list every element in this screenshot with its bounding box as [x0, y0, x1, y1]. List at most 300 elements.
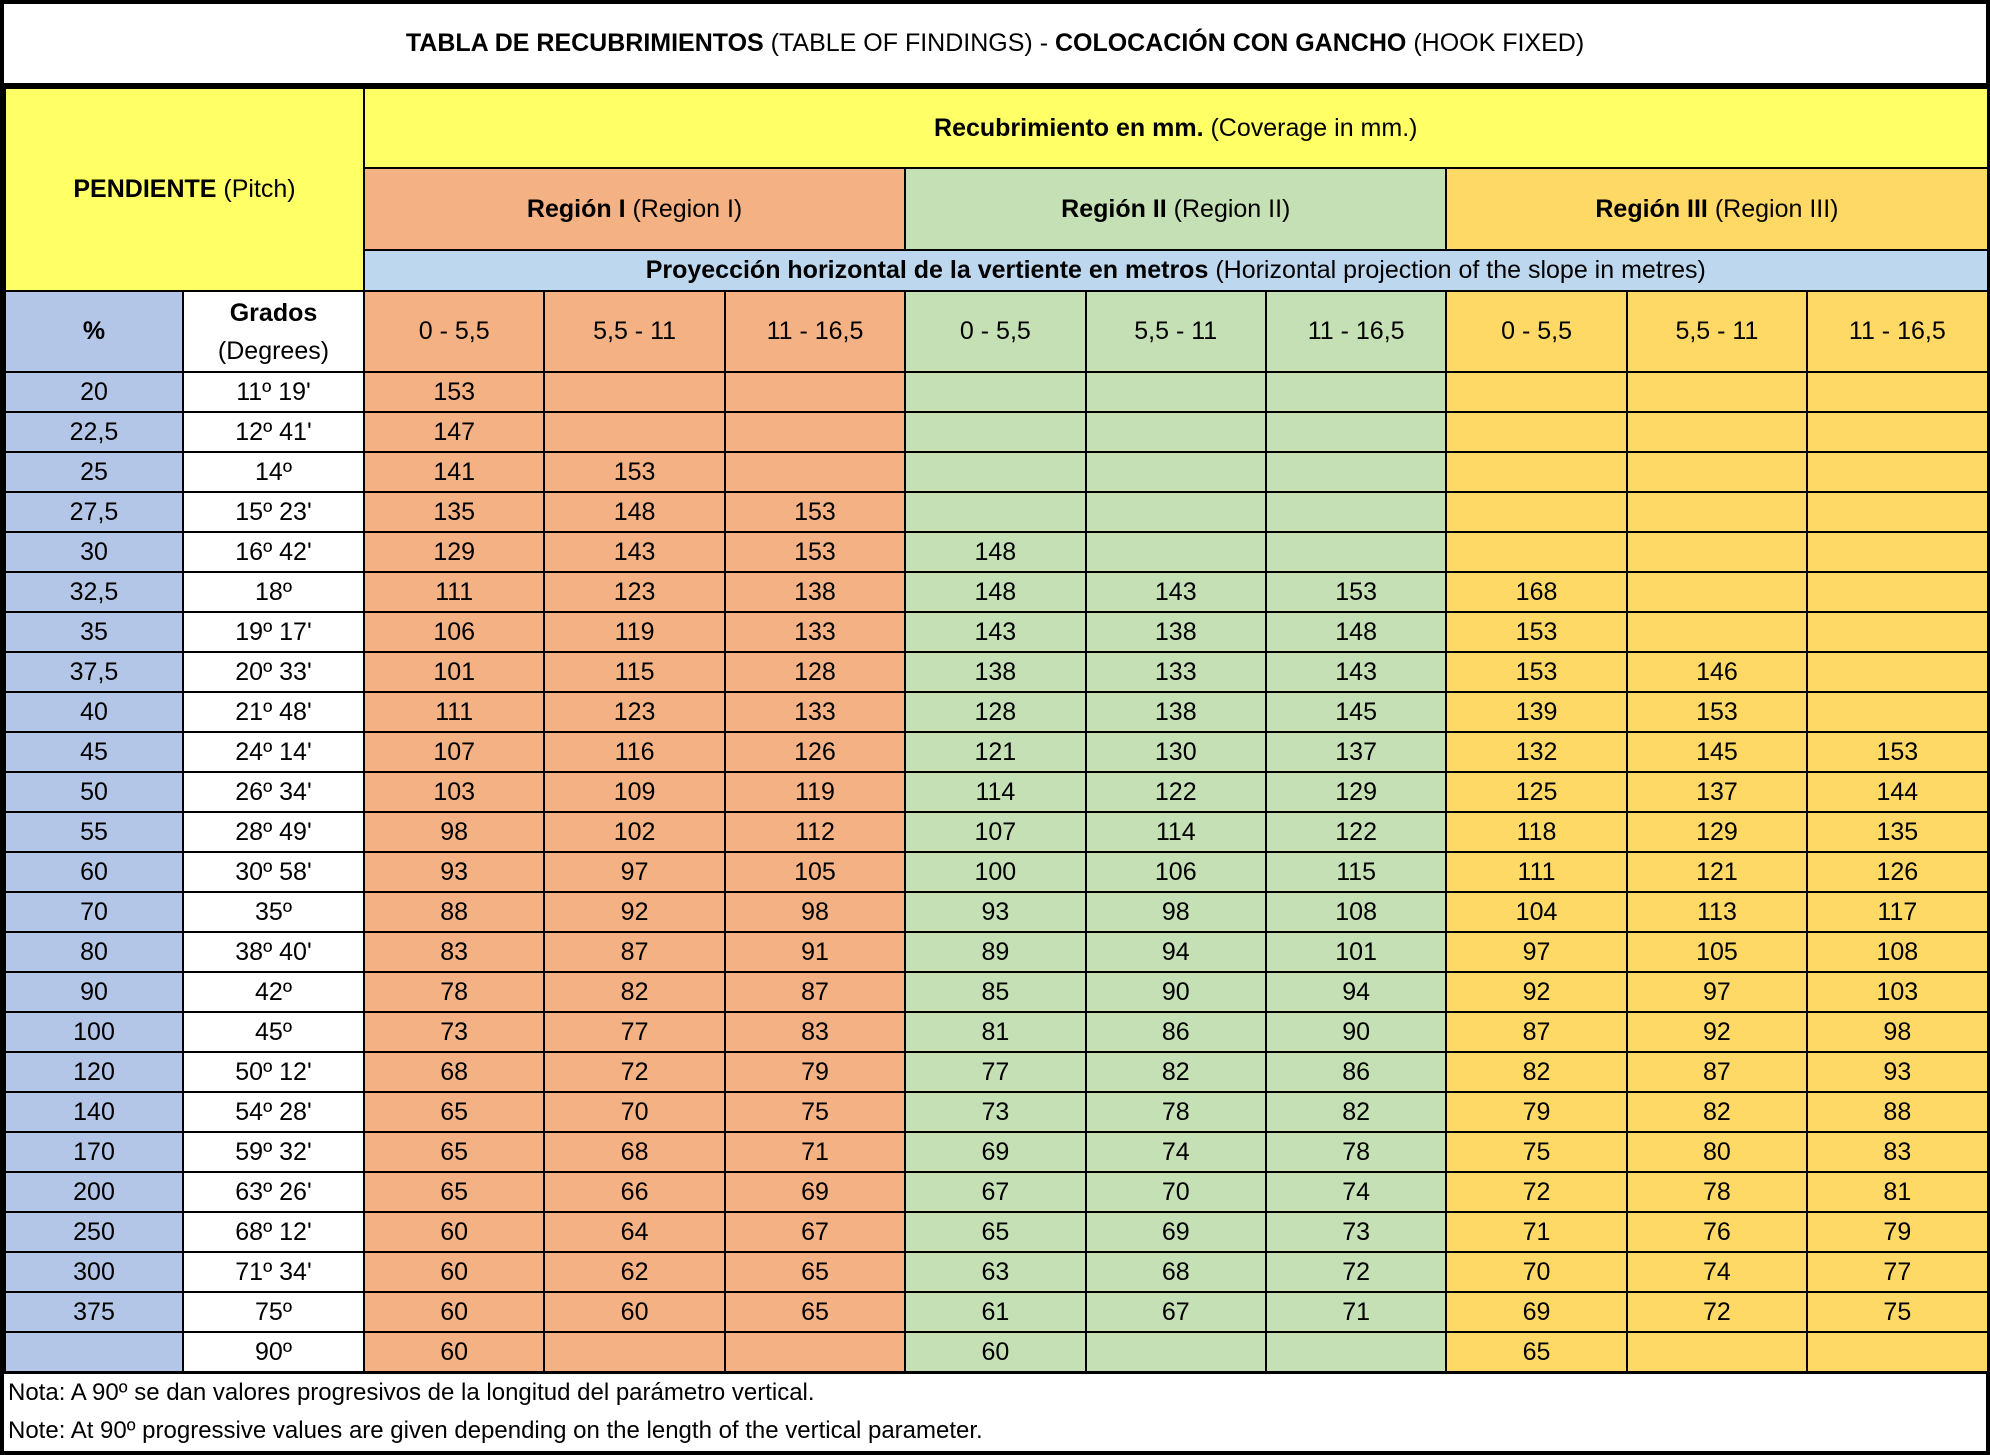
coverage-cell: 115 [1266, 852, 1446, 892]
coverage-cell [725, 412, 905, 452]
percent-cell: 200 [5, 1172, 183, 1212]
coverage-cell [1627, 372, 1807, 412]
coverage-cell: 98 [1086, 892, 1266, 932]
coverage-cell: 83 [725, 1012, 905, 1052]
coverage-cell [1807, 612, 1987, 652]
coverage-cell: 68 [364, 1052, 544, 1092]
range-header: 11 - 16,5 [1266, 291, 1446, 372]
projection-header [364, 250, 1988, 291]
degrees-cell: 68º 12' [183, 1212, 364, 1252]
coverage-cell [1807, 652, 1987, 692]
range-header: 11 - 16,5 [725, 291, 905, 372]
coverage-cell: 79 [1446, 1092, 1626, 1132]
coverage-cell: 88 [364, 892, 544, 932]
pitch-header [5, 88, 364, 291]
coverage-cell: 65 [905, 1212, 1085, 1252]
degrees-cell: 12º 41' [183, 412, 364, 452]
coverage-cell: 60 [544, 1292, 724, 1332]
coverage-cell: 101 [364, 652, 544, 692]
coverage-cell: 88 [1807, 1092, 1987, 1132]
coverage-cell [544, 412, 724, 452]
coverage-cell: 153 [1627, 692, 1807, 732]
coverage-cell: 122 [1086, 772, 1266, 812]
title-english: (TABLE OF FINDINGS) [770, 29, 1033, 57]
coverage-cell: 168 [1446, 572, 1626, 612]
coverage-cell: 77 [544, 1012, 724, 1052]
degrees-cell: 18º [183, 572, 364, 612]
coverage-cell: 79 [725, 1052, 905, 1092]
coverage-cell: 87 [544, 932, 724, 972]
percent-cell: 300 [5, 1252, 183, 1292]
coverage-cell: 61 [905, 1292, 1085, 1332]
projection-header-english: (Horizontal projection of the slope in metres) [1215, 256, 1706, 284]
table-row [5, 492, 1988, 532]
range-header: 0 - 5,5 [905, 291, 1085, 372]
coverage-cell [1086, 452, 1266, 492]
percent-cell: 55 [5, 812, 183, 852]
degrees-cell: 26º 34' [183, 772, 364, 812]
coverage-cell: 103 [364, 772, 544, 812]
coverage-cell: 133 [725, 612, 905, 652]
coverage-cell [1086, 1332, 1266, 1372]
coverage-cell [1627, 492, 1807, 532]
region-1-bold: Región I [526, 194, 626, 223]
coverage-cell: 60 [364, 1332, 544, 1372]
coverage-cell [725, 1332, 905, 1372]
coverage-cell [1446, 532, 1626, 572]
table-row [5, 732, 1988, 772]
percent-cell [5, 1332, 183, 1372]
table-row [5, 852, 1988, 892]
coverage-cell [1266, 492, 1446, 532]
coverage-cell [1266, 372, 1446, 412]
coverage-cell: 132 [1446, 732, 1626, 772]
coverage-cell: 65 [364, 1172, 544, 1212]
degrees-cell: 14º [183, 452, 364, 492]
coverage-cell: 153 [544, 452, 724, 492]
coverage-cell: 77 [1807, 1252, 1987, 1292]
coverage-cell: 137 [1266, 732, 1446, 772]
degrees-cell: 15º 23' [183, 492, 364, 532]
coverage-cell: 67 [905, 1172, 1085, 1212]
coverage-cell: 98 [1807, 1012, 1987, 1052]
coverage-cell: 129 [1266, 772, 1446, 812]
coverage-cell: 100 [905, 852, 1085, 892]
coverage-cell: 128 [905, 692, 1085, 732]
coverage-cell: 77 [905, 1052, 1085, 1092]
coverage-cell [1807, 492, 1987, 532]
degrees-cell: 71º 34' [183, 1252, 364, 1292]
coverage-cell: 65 [364, 1132, 544, 1172]
degrees-cell: 35º [183, 892, 364, 932]
region-3-english: (Region III) [1714, 194, 1839, 223]
table-row [5, 1172, 1988, 1212]
coverage-cell: 129 [364, 532, 544, 572]
coverage-cell: 145 [1266, 692, 1446, 732]
coverage-cell: 133 [1086, 652, 1266, 692]
table-row [5, 692, 1988, 732]
coverage-cell: 60 [364, 1252, 544, 1292]
degrees-cell: 30º 58' [183, 852, 364, 892]
coverage-cell [725, 372, 905, 412]
coverage-cell [725, 452, 905, 492]
coverage-cell: 71 [725, 1132, 905, 1172]
percent-cell: 375 [5, 1292, 183, 1332]
percent-cell: 27,5 [5, 492, 183, 532]
coverage-cell: 115 [544, 652, 724, 692]
coverage-table [4, 87, 1989, 1373]
coverage-cell: 78 [1627, 1172, 1807, 1212]
coverage-cell: 60 [905, 1332, 1085, 1372]
title-bold-spanish: TABLA DE RECUBRIMIENTOS [405, 29, 764, 57]
coverage-cell [1627, 532, 1807, 572]
coverage-cell: 74 [1086, 1132, 1266, 1172]
coverage-cell: 69 [905, 1132, 1085, 1172]
coverage-cell [1807, 572, 1987, 612]
coverage-cell [1086, 372, 1266, 412]
table-row [5, 892, 1988, 932]
coverage-cell: 71 [1446, 1212, 1626, 1252]
coverage-header [364, 88, 1988, 168]
coverage-cell [1266, 532, 1446, 572]
coverage-cell [905, 492, 1085, 532]
coverage-cell: 70 [1086, 1172, 1266, 1212]
percent-cell: 25 [5, 452, 183, 492]
percent-cell: 20 [5, 372, 183, 412]
table-row [5, 932, 1988, 972]
coverage-cell: 69 [1086, 1212, 1266, 1252]
coverage-cell: 103 [1807, 972, 1987, 1012]
coverage-cell: 153 [725, 492, 905, 532]
title-english-2: (HOOK FIXED) [1413, 29, 1585, 57]
coverage-cell: 111 [1446, 852, 1626, 892]
coverage-cell: 85 [905, 972, 1085, 1012]
coverage-cell: 113 [1627, 892, 1807, 932]
coverage-cell: 94 [1266, 972, 1446, 1012]
degrees-cell: 42º [183, 972, 364, 1012]
coverage-cell [1807, 372, 1987, 412]
coverage-cell: 75 [1446, 1132, 1626, 1172]
coverage-cell: 79 [1807, 1212, 1987, 1252]
coverage-cell [1627, 612, 1807, 652]
coverage-cell: 148 [905, 572, 1085, 612]
range-header: 11 - 16,5 [1807, 291, 1987, 372]
coverage-cell: 73 [905, 1092, 1085, 1132]
coverage-cell: 107 [364, 732, 544, 772]
pitch-header-english: (Pitch) [223, 175, 296, 203]
coverage-cell: 153 [1446, 652, 1626, 692]
table-row [5, 812, 1988, 852]
coverage-cell: 70 [1446, 1252, 1626, 1292]
coverage-cell: 148 [1266, 612, 1446, 652]
coverage-cell [1807, 452, 1987, 492]
coverage-cell: 93 [905, 892, 1085, 932]
coverage-cell: 148 [905, 532, 1085, 572]
coverage-cell: 82 [544, 972, 724, 1012]
percent-cell: 32,5 [5, 572, 183, 612]
coverage-cell: 74 [1266, 1172, 1446, 1212]
coverage-cell [1086, 532, 1266, 572]
coverage-cell: 138 [725, 572, 905, 612]
table-row [5, 372, 1988, 412]
coverage-cell: 141 [364, 452, 544, 492]
region-3-header [1446, 168, 1987, 250]
coverage-cell [1446, 452, 1626, 492]
coverage-cell: 153 [364, 372, 544, 412]
degrees-cell: 24º 14' [183, 732, 364, 772]
coverage-cell [1627, 1332, 1807, 1372]
coverage-cell: 67 [1086, 1292, 1266, 1332]
coverage-cell: 112 [725, 812, 905, 852]
table-row [5, 452, 1988, 492]
coverage-cell: 65 [1446, 1332, 1626, 1372]
coverage-cell: 144 [1807, 772, 1987, 812]
coverage-cell: 109 [544, 772, 724, 812]
coverage-cell: 108 [1807, 932, 1987, 972]
degrees-header-bold: Grados [229, 298, 318, 327]
coverage-cell: 73 [364, 1012, 544, 1052]
coverage-cell: 78 [364, 972, 544, 1012]
coverage-cell: 94 [1086, 932, 1266, 972]
region-2-english: (Region II) [1173, 194, 1291, 223]
percent-cell: 22,5 [5, 412, 183, 452]
coverage-cell: 145 [1627, 732, 1807, 772]
title-separator: - [1039, 29, 1049, 57]
coverage-cell: 89 [905, 932, 1085, 972]
percent-cell: 45 [5, 732, 183, 772]
coverage-cell [544, 1332, 724, 1372]
coverage-cell: 153 [1266, 572, 1446, 612]
degrees-cell: 19º 17' [183, 612, 364, 652]
coverage-cell: 128 [725, 652, 905, 692]
degrees-cell: 16º 42' [183, 532, 364, 572]
coverage-cell: 135 [364, 492, 544, 532]
degrees-cell: 11º 19' [183, 372, 364, 412]
coverage-cell [1627, 412, 1807, 452]
table-row [5, 572, 1988, 612]
coverage-cell [905, 412, 1085, 452]
degrees-cell: 50º 12' [183, 1052, 364, 1092]
coverage-cell: 74 [1627, 1252, 1807, 1292]
coverage-cell: 135 [1807, 812, 1987, 852]
coverage-cell: 68 [544, 1132, 724, 1172]
coverage-cell [544, 372, 724, 412]
coverage-cell: 82 [1446, 1052, 1626, 1092]
coverage-cell: 105 [725, 852, 905, 892]
coverage-cell: 123 [544, 692, 724, 732]
coverage-cell: 117 [1807, 892, 1987, 932]
percent-cell: 100 [5, 1012, 183, 1052]
note-spanish: Nota: A 90º se dan valores progresivos de la longitud del parámetro vertical. [8, 1379, 815, 1406]
coverage-cell: 133 [725, 692, 905, 732]
coverage-cell: 108 [1266, 892, 1446, 932]
degrees-cell: 45º [183, 1012, 364, 1052]
degrees-cell: 63º 26' [183, 1172, 364, 1212]
coverage-cell: 60 [364, 1212, 544, 1252]
table-row [5, 972, 1988, 1012]
coverage-cell: 111 [364, 692, 544, 732]
coverage-cell: 126 [725, 732, 905, 772]
coverage-cell [1446, 412, 1626, 452]
coverage-cell [1266, 452, 1446, 492]
coverage-cell: 82 [1086, 1052, 1266, 1092]
coverage-cell: 118 [1446, 812, 1626, 852]
coverage-cell: 138 [1086, 612, 1266, 652]
coverage-cell: 143 [905, 612, 1085, 652]
coverage-cell: 137 [1627, 772, 1807, 812]
coverage-cell: 78 [1266, 1132, 1446, 1172]
coverage-cell: 107 [905, 812, 1085, 852]
coverage-cell: 73 [1266, 1212, 1446, 1252]
range-header: 0 - 5,5 [364, 291, 544, 372]
coverage-cell: 97 [1627, 972, 1807, 1012]
coverage-cell: 65 [725, 1252, 905, 1292]
degrees-cell: 90º [183, 1332, 364, 1372]
coverage-cell [1627, 452, 1807, 492]
coverage-cell: 75 [725, 1092, 905, 1132]
coverage-cell: 87 [1446, 1012, 1626, 1052]
coverage-cell: 147 [364, 412, 544, 452]
coverage-cell: 87 [1627, 1052, 1807, 1092]
percent-cell: 60 [5, 852, 183, 892]
coverage-cell: 97 [1446, 932, 1626, 972]
coverage-cell: 98 [725, 892, 905, 932]
percent-cell: 37,5 [5, 652, 183, 692]
coverage-cell: 60 [364, 1292, 544, 1332]
coverage-cell: 92 [1446, 972, 1626, 1012]
coverage-cell: 106 [1086, 852, 1266, 892]
percent-cell: 30 [5, 532, 183, 572]
coverage-cell: 65 [364, 1092, 544, 1132]
coverage-cell [1627, 572, 1807, 612]
coverage-cell: 82 [1266, 1092, 1446, 1132]
table-row [5, 1332, 1988, 1372]
coverage-cell: 138 [905, 652, 1085, 692]
table-row [5, 532, 1988, 572]
coverage-cell: 72 [544, 1052, 724, 1092]
range-header: 5,5 - 11 [1086, 291, 1266, 372]
page-title [4, 4, 1986, 87]
coverage-cell: 70 [544, 1092, 724, 1132]
degrees-cell: 54º 28' [183, 1092, 364, 1132]
title-bold-spanish-2: COLOCACIÓN CON GANCHO [1054, 29, 1407, 57]
projection-header-bold: Proyección horizontal de la vertiente en metros [645, 256, 1209, 284]
coverage-cell: 123 [544, 572, 724, 612]
coverage-cell: 68 [1086, 1252, 1266, 1292]
coverage-cell: 81 [1807, 1172, 1987, 1212]
coverage-cell: 65 [725, 1292, 905, 1332]
coverage-cell [1807, 1332, 1987, 1372]
table-row [5, 1092, 1988, 1132]
coverage-cell: 121 [905, 732, 1085, 772]
coverage-cell: 93 [364, 852, 544, 892]
coverage-cell: 66 [544, 1172, 724, 1212]
degrees-header [183, 291, 364, 372]
percent-cell: 40 [5, 692, 183, 732]
coverage-cell: 138 [1086, 692, 1266, 732]
coverage-cell: 139 [1446, 692, 1626, 732]
coverage-cell: 121 [1627, 852, 1807, 892]
table-row [5, 1252, 1988, 1292]
note-english: Note: At 90º progressive values are given depending on the length of the vertical parameter. [8, 1417, 983, 1444]
coverage-cell: 92 [544, 892, 724, 932]
coverage-cell: 126 [1807, 852, 1987, 892]
coverage-cell: 102 [544, 812, 724, 852]
percent-header: % [5, 291, 183, 372]
coverage-cell: 119 [725, 772, 905, 812]
table-row [5, 1012, 1988, 1052]
coverage-cell: 78 [1086, 1092, 1266, 1132]
coverage-cell: 83 [364, 932, 544, 972]
coverage-cell [1807, 692, 1987, 732]
coverage-cell: 81 [905, 1012, 1085, 1052]
coverage-cell: 76 [1627, 1212, 1807, 1252]
coverage-cell: 116 [544, 732, 724, 772]
coverage-cell: 125 [1446, 772, 1626, 812]
coverage-cell [1086, 492, 1266, 532]
coverage-cell: 93 [1807, 1052, 1987, 1092]
percent-cell: 90 [5, 972, 183, 1012]
coverage-cell: 67 [725, 1212, 905, 1252]
coverage-cell: 86 [1266, 1052, 1446, 1092]
coverage-cell: 153 [725, 532, 905, 572]
coverage-cell: 130 [1086, 732, 1266, 772]
coverage-cell: 69 [1446, 1292, 1626, 1332]
coverage-cell: 90 [1086, 972, 1266, 1012]
percent-cell: 50 [5, 772, 183, 812]
table-row [5, 612, 1988, 652]
region-2-bold: Región II [1061, 194, 1167, 223]
coverage-cell: 129 [1627, 812, 1807, 852]
table-row [5, 1132, 1988, 1172]
coverage-cell: 91 [725, 932, 905, 972]
table-row [5, 1292, 1988, 1332]
coverage-cell: 82 [1627, 1092, 1807, 1132]
coverage-cell [1807, 412, 1987, 452]
coverage-cell: 86 [1086, 1012, 1266, 1052]
degrees-cell: 20º 33' [183, 652, 364, 692]
coverage-cell: 72 [1266, 1252, 1446, 1292]
coverage-cell [1446, 372, 1626, 412]
region-1-header [364, 168, 905, 250]
coverage-cell: 63 [905, 1252, 1085, 1292]
coverage-cell: 143 [544, 532, 724, 572]
coverage-cell: 64 [544, 1212, 724, 1252]
degrees-cell: 28º 49' [183, 812, 364, 852]
coverage-cell: 92 [1627, 1012, 1807, 1052]
coverage-cell [1266, 1332, 1446, 1372]
table-row [5, 652, 1988, 692]
pitch-header-bold: PENDIENTE [73, 175, 217, 203]
percent-cell: 140 [5, 1092, 183, 1132]
degrees-header-english: (Degrees) [217, 336, 330, 365]
table-row [5, 1052, 1988, 1092]
degrees-cell: 59º 32' [183, 1132, 364, 1172]
percent-cell: 70 [5, 892, 183, 932]
coverage-header-bold: Recubrimiento en mm. [934, 113, 1204, 142]
region-1-english: (Region I) [632, 194, 743, 223]
coverage-cell: 101 [1266, 932, 1446, 972]
percent-cell: 250 [5, 1212, 183, 1252]
coverage-cell: 72 [1446, 1172, 1626, 1212]
coverage-cell: 72 [1627, 1292, 1807, 1332]
coverage-cell [1266, 412, 1446, 452]
coverage-cell: 153 [1807, 732, 1987, 772]
coverage-cell: 75 [1807, 1292, 1987, 1332]
percent-cell: 35 [5, 612, 183, 652]
coverage-cell: 98 [364, 812, 544, 852]
coverage-cell: 83 [1807, 1132, 1987, 1172]
